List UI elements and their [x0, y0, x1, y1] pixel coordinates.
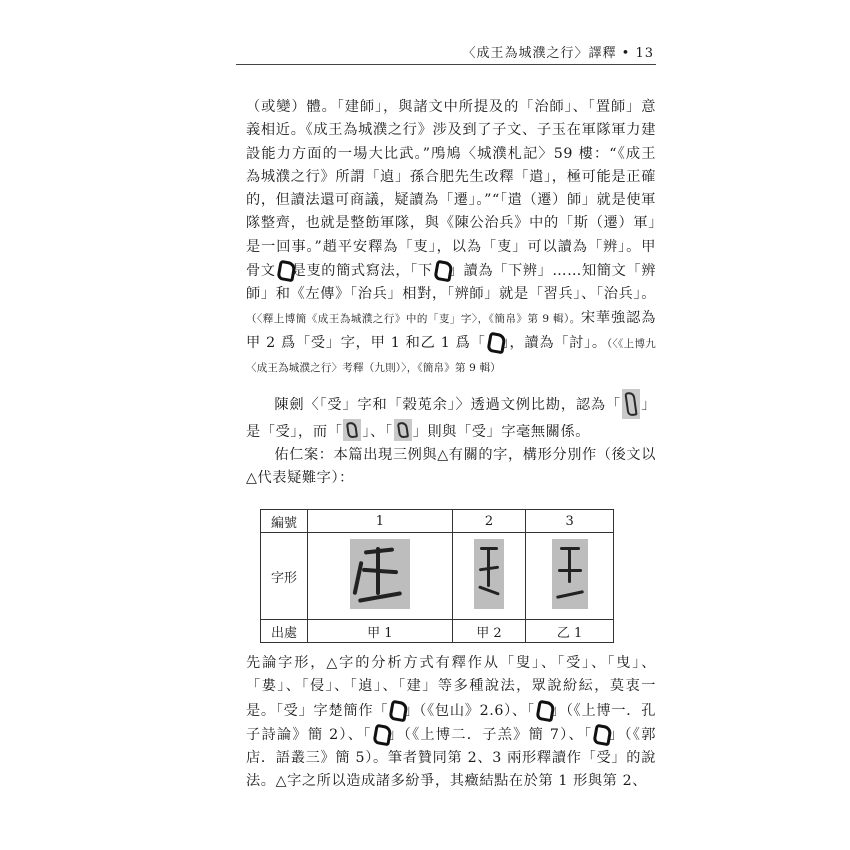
glyph-image-1 [350, 539, 410, 609]
paragraph-4-text-b: 」（《包山》2.6）、「 [404, 702, 535, 719]
paragraph-3: 佑仁案：本篇出現三例與△有關的字，構形分別作（後文以△代表疑難字）： [246, 446, 656, 487]
chu-slip-glyph-image [535, 699, 551, 719]
paragraph-2-text-b: 」是「受」，而「 [246, 396, 657, 440]
glyph-image-3 [552, 539, 588, 609]
citation-note: （〈《上博九〈成王為城濮之行〉考釋（九則）〉，《簡帛》第 9 輯） [246, 337, 657, 375]
paragraph-2-text-d: 」則與「受」字毫無關係。 [412, 423, 591, 440]
oracle-bone-glyph-image [276, 259, 292, 279]
source-label-cell: 出處 [261, 620, 308, 643]
paragraph-2-text-a: 陳劍〈「受」字和「榖莵余」〉透過文例比勘，認為「 [274, 396, 621, 413]
body-text-after-table [246, 652, 656, 794]
running-head-text: 〈成王為城濮之行〉譯釋 • 13 [462, 46, 654, 61]
citation-note: （〈釋上博簡《成王為城濮之行》中的「叓」字〉，《簡帛》第 9 輯）。 [246, 312, 581, 325]
chu-slip-glyph-image [372, 723, 388, 743]
glyph-cell [308, 533, 453, 620]
paragraph-1-text-e: 」，讀為「討」。 [501, 334, 607, 351]
slip-glyph-image [622, 389, 640, 419]
number-cell: 1 [308, 510, 453, 533]
chu-slip-glyph-image [388, 699, 404, 719]
character-form-table [260, 509, 614, 643]
paragraph-4 [246, 652, 656, 794]
number-cell: 3 [526, 510, 614, 533]
running-header [236, 40, 656, 65]
main-body-text [246, 96, 656, 490]
glyph-cell [452, 533, 526, 620]
source-row [261, 620, 614, 643]
glyph-image-row [261, 533, 614, 620]
bamboo-slip-glyph-image [486, 331, 502, 351]
slip-glyph-image [343, 419, 361, 441]
paragraph-2 [246, 389, 656, 444]
paragraph-4-text-a: 先論字形，△字的分析方式有釋作从「叟」、「受」、「曳」、「婁」、「侵」、「遉」、「建」等多種說法，眾說紛紜，莫衷一是。「受」字楚簡作「 [246, 655, 656, 719]
glyph-image-2 [474, 539, 504, 609]
paragraph-2-text-c: 」、「 [362, 423, 393, 440]
row-label-cell: 字形 [261, 533, 308, 620]
table-header-row [261, 510, 614, 533]
paragraph-1-text-b: 是叓的簡式寫法，「下 [291, 263, 433, 280]
source-cell: 甲 2 [452, 620, 526, 643]
number-cell: 2 [452, 510, 526, 533]
chu-slip-glyph-image [592, 723, 608, 743]
source-cell: 乙 1 [526, 620, 614, 643]
header-label-cell: 編號 [261, 510, 308, 533]
paragraph-4-text-c: 」（《上博一．孔子詩論》簡 2）、「 [246, 702, 656, 743]
oracle-bone-glyph-image [433, 259, 449, 279]
paragraph-1-text-c: 」讀為「下辨」……知簡文「辨師」和《左傳》「治兵」相對，「辨師」就是「習兵」、「治兵」。 [246, 263, 657, 303]
paragraph-4-text-e: 」（《郭店．語叢三》簡 5）。筆者贊同第 2、3 兩形釋讀作「受」的說法。△字之所以造成諸多紛爭，其癥結點在於第 1 形與第 2、 [246, 726, 656, 790]
paragraph-1 [246, 96, 656, 381]
glyph-cell [526, 533, 614, 620]
paragraph-1-text: （或變）體。「建師」，與諸文中所提及的「治師」、「置師」意義相近。《成王為城濮之行》涉及到了子文、子玉在軍隊軍力建設能力方面的一場大比武。”鳲鳩〈城濮札記〉59 樓：“《成王為城濮之行》所謂「遉」孫合肥先生改釋「遣」，極可能是正確的，但讀法還可商議，疑讀為「遷」。”“「遣（遷）師」就是使軍隊整齊，也就是整飭軍隊，與《陳公治兵》中的「斯（遷）軍」是一回事。”趙平安釋為「叓」，以為「叓」可以讀為「辨」。甲骨文 [246, 99, 656, 280]
slip-glyph-image [394, 419, 412, 441]
paragraph-1-text-d: 宋華強認為甲 2 爲「受」字，甲 1 和乙 1 爲「 [246, 309, 656, 351]
paragraph-4-text-d: 」（《上博二．子羔》簡 7）、「 [387, 726, 593, 743]
source-cell: 甲 1 [308, 620, 453, 643]
